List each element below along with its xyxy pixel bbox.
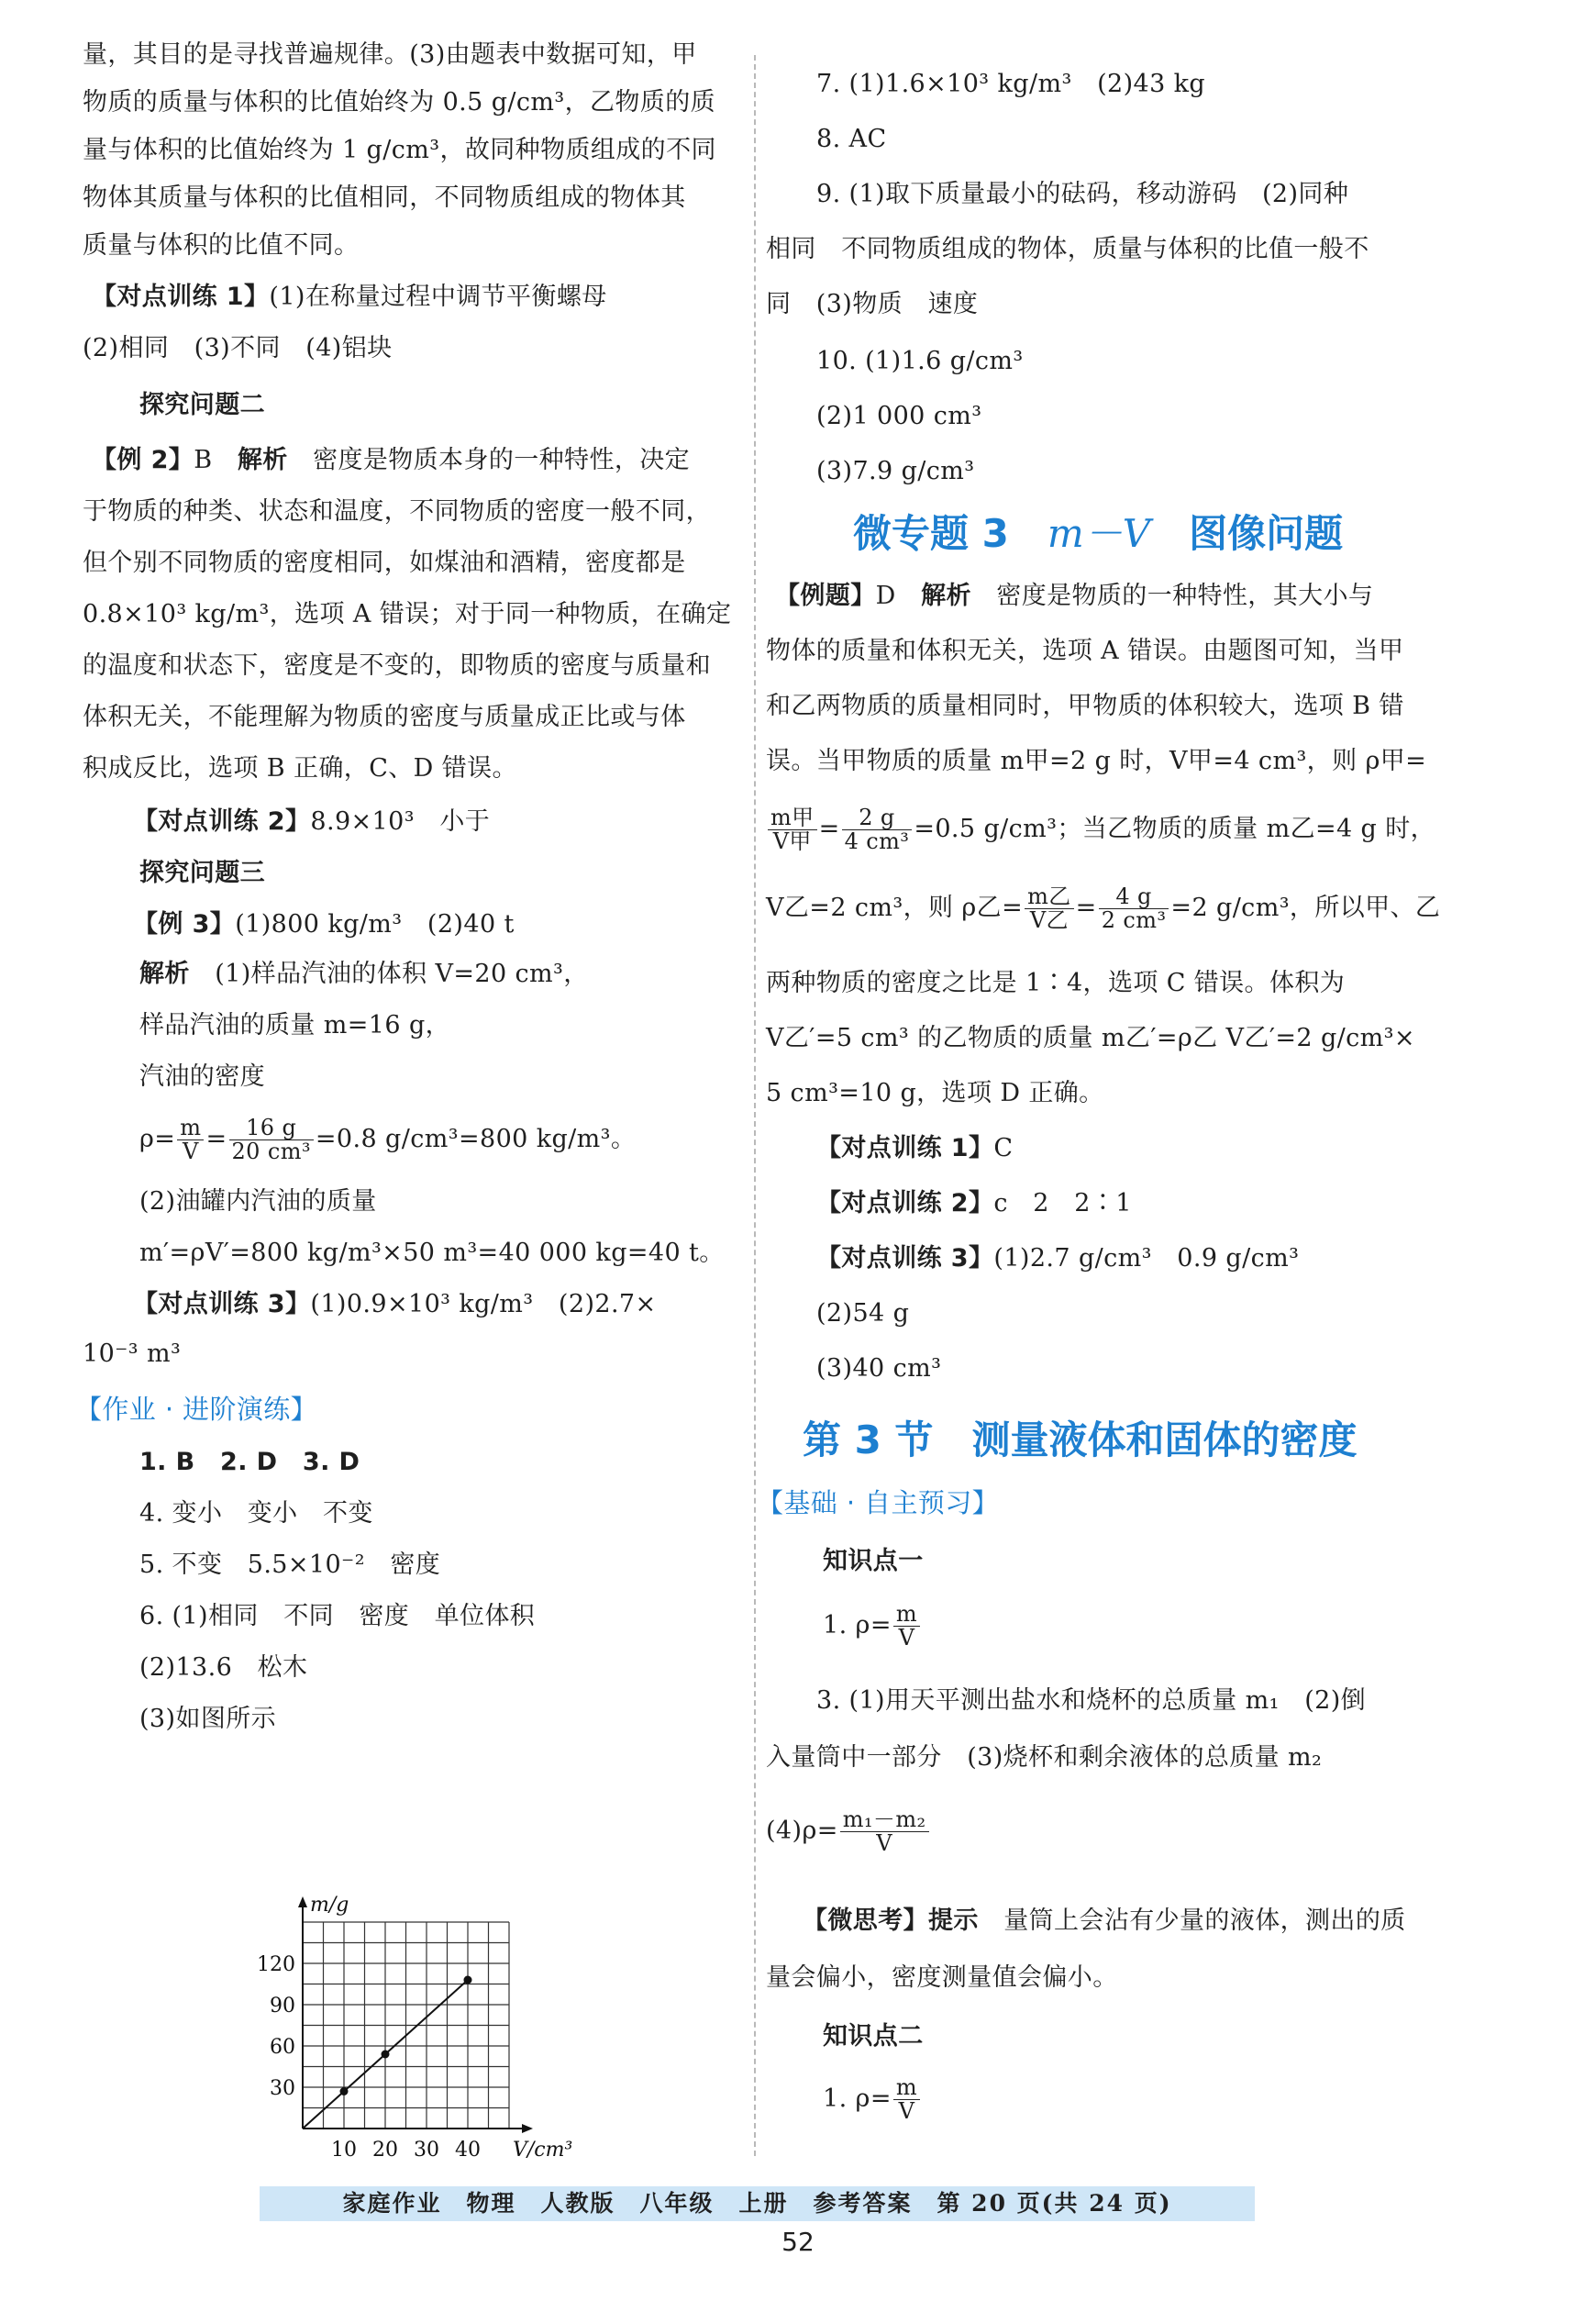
text-line: 物质的质量与体积的比值始终为 0.5 g/cm³，乙物质的质 — [83, 88, 716, 117]
text-line: 和乙两物质的质量相同时，甲物质的体积较大，选项 B 错 — [766, 692, 1404, 720]
y-tick-label: 90 — [270, 1995, 295, 2018]
answer-line: (2)54 g — [816, 1299, 910, 1328]
knowledge-heading: 知识点一 — [823, 1547, 924, 1575]
density-formula: ρ= $\frac{m}{V}$ = $\frac{16 g}{\text{20 cm³}}$ =0.8 g/cm³=800 kg/m³。 — [139, 1114, 637, 1164]
x-tick-label: 10 — [331, 2139, 357, 2162]
text-line: 的温度和状态下，密度是不变的，即物质的密度与质量和 — [83, 651, 711, 680]
answer-line: 10. (1)1.6 g/cm³ — [816, 347, 1024, 375]
answer-line: (2)1 000 cm³ — [816, 402, 982, 430]
formula-line: 1. ρ= $\frac{m}{V}$ — [823, 1596, 922, 1655]
text-line: 量会偏小，密度测量值会偏小。 — [766, 1963, 1118, 1992]
text-line: (2)相同 (3)不同 (4)铝块 — [83, 334, 393, 362]
y-axis-arrow — [298, 1896, 307, 1907]
basics-tag: 【基础 · 自主预习】 — [757, 1487, 1000, 1518]
answer-line: (3)如图所示 — [139, 1705, 277, 1733]
text-line: 于物质的种类、状态和温度，不同物质的密度一般不同， — [83, 497, 711, 526]
example-2: 【例 2】B 解析 密度是物质本身的一种特性，决定 — [92, 446, 691, 474]
page-footer: 家庭作业 物理 人教版 八年级 上册 参考答案 第 20 页(共 24 页) — [260, 2186, 1255, 2221]
data-point — [464, 1976, 472, 1984]
mass-volume-chart — [248, 1872, 596, 2174]
text-line: (2)油罐内汽油的质量 — [139, 1187, 377, 1216]
data-point — [382, 2051, 390, 2059]
practice-2: 【对点训练 2】8.9×10³ 小于 — [133, 807, 491, 836]
y-axis-label: m/g — [310, 1894, 349, 1917]
y-tick-label: 60 — [270, 2036, 295, 2059]
answer-line: (3)40 cm³ — [816, 1354, 942, 1383]
x-tick-label: 30 — [414, 2139, 439, 2162]
practice-3: 【对点训练 3】(1)2.7 g/cm³ 0.9 g/cm³ — [816, 1244, 1300, 1273]
text-line: 体积无关，不能理解为物质的密度与质量成正比或与体 — [83, 703, 686, 731]
x-tick-label: 20 — [372, 2139, 398, 2162]
formula-line: $\frac{\text{m甲}}{\text{V甲}}$ = $\frac{2 g}{\text{4 cm³}}$ =0.5 g/cm³；当乙物质的质量 m乙=4 g 时， — [766, 800, 1435, 859]
text-line: 量，其目的是寻找普遍规律。(3)由题表中数据可知，甲 — [83, 40, 697, 69]
text-line: 样品汽油的质量 m=16 g， — [139, 1011, 451, 1039]
text-line: 物体其质量与体积的比值相同，不同物质组成的物体其 — [83, 183, 686, 212]
formula-line: (4)ρ= $\frac{\text{m₁－m₂}}{V}$ — [766, 1802, 931, 1861]
text-line: m′=ρV′=800 kg/m³×50 m³=40 000 kg=40 t。 — [139, 1239, 725, 1267]
practice-label: 【对点训练 1】 — [92, 283, 270, 311]
formula-line: 1. ρ= $\frac{m}{V}$ — [823, 2070, 922, 2129]
data-point — [340, 2087, 349, 2095]
answer-line: 入量筒中一部分 (3)烧杯和剩余液体的总质量 m₂ — [766, 1743, 1323, 1772]
example-3: 【例 3】(1)800 kg/m³ (2)40 t — [133, 910, 515, 939]
practice-1: 【对点训练 1】(1)在称量过程中调节平衡螺母 — [92, 283, 607, 311]
answer-line: 1. B 2. D 3. D — [139, 1448, 360, 1476]
section-title: 第 3 节 测量液体和固体的密度 — [803, 1417, 1358, 1462]
text-line: V乙′=5 cm³ 的乙物质的质量 m乙′=ρ乙 V乙′=2 g/cm³× — [766, 1024, 1415, 1052]
x-tick-label: 40 — [455, 2139, 481, 2162]
text-line: 物体的质量和体积无关，选项 A 错误。由题图可知，当甲 — [766, 637, 1404, 665]
x-axis-label: V/cm³ — [513, 2139, 573, 2162]
answer-line: 5. 不变 5.5×10⁻² 密度 — [139, 1551, 441, 1579]
y-tick-label: 30 — [270, 2077, 295, 2100]
explanation-line: 解析 (1)样品汽油的体积 V=20 cm³， — [139, 960, 589, 988]
knowledge-heading: 知识点二 — [823, 2022, 924, 2051]
answer-line: 7. (1)1.6×10³ kg/m³ (2)43 kg — [816, 70, 1206, 98]
answer-line: 9. (1)取下质量最小的砝码，移动游码 (2)同种 — [816, 180, 1349, 208]
example-problem: 【例题】D 解析 密度是物质的一种特性，其大小与 — [775, 582, 1374, 610]
practice-3: 【对点训练 3】(1)0.9×10³ kg/m³ (2)2.7× — [133, 1290, 657, 1318]
section-heading: 探究问题三 — [139, 859, 265, 887]
answer-line: 3. (1)用天平测出盐水和烧杯的总质量 m₁ (2)倒 — [816, 1686, 1367, 1715]
column-divider — [754, 55, 756, 2156]
answer-line: (3)7.9 g/cm³ — [816, 457, 975, 485]
x-axis-arrow — [522, 2124, 533, 2133]
practice-2: 【对点训练 2】c 2 2∶1 — [816, 1189, 1132, 1217]
answer-line: 相同 不同物质组成的物体，质量与体积的比值一般不 — [766, 235, 1369, 263]
answer-line: 同 (3)物质 速度 — [766, 290, 979, 318]
text-line: 误。当甲物质的质量 m甲=2 g 时，V甲=4 cm³，则 ρ甲= — [766, 747, 1427, 775]
text-line: 0.8×10³ kg/m³，选项 A 错误；对于同一种物质，在确定 — [83, 600, 732, 628]
formula-line: V乙=2 cm³，则 ρ乙= $\frac{\text{m乙}}{\text{V乙}}$ = $\frac{4 g}{\text{2 cm³}}$ =2 g/cm³，所以甲、乙 — [766, 883, 1441, 933]
answer-line: 4. 变小 变小 不变 — [139, 1499, 373, 1528]
text-line: 汽油的密度 — [139, 1062, 265, 1091]
text-line: 5 cm³=10 g，选项 D 正确。 — [766, 1079, 1104, 1107]
text-line: 但个别不同物质的密度相同，如煤油和酒精，密度都是 — [83, 549, 686, 577]
homework-tag: 【作业 · 进阶演练】 — [75, 1394, 318, 1425]
page-number: 52 — [781, 2227, 815, 2257]
micro-topic-title: 微专题 3 m－V 图像问题 — [853, 511, 1344, 556]
answer-line: 8. AC — [816, 125, 887, 153]
y-tick-label: 120 — [257, 1953, 295, 1976]
text-line: 质量与体积的比值不同。 — [83, 231, 360, 260]
micro-think: 【微思考】提示 量筒上会沾有少量的液体，测出的质 — [803, 1906, 1406, 1935]
text-line: 10⁻³ m³ — [83, 1339, 182, 1368]
text-line: 量与体积的比值始终为 1 g/cm³，故同种物质组成的不同 — [83, 136, 716, 164]
text-line: 两种物质的密度之比是 1∶4，选项 C 错误。体积为 — [766, 969, 1346, 997]
section-heading: 探究问题二 — [139, 391, 265, 419]
text-line: 积成反比，选项 B 正确，C、D 错误。 — [83, 754, 517, 783]
answer-line: 6. (1)相同 不同 密度 单位体积 — [139, 1602, 536, 1630]
answer-line: (2)13.6 松木 — [139, 1653, 308, 1682]
practice-1: 【对点训练 1】C — [816, 1134, 1014, 1162]
